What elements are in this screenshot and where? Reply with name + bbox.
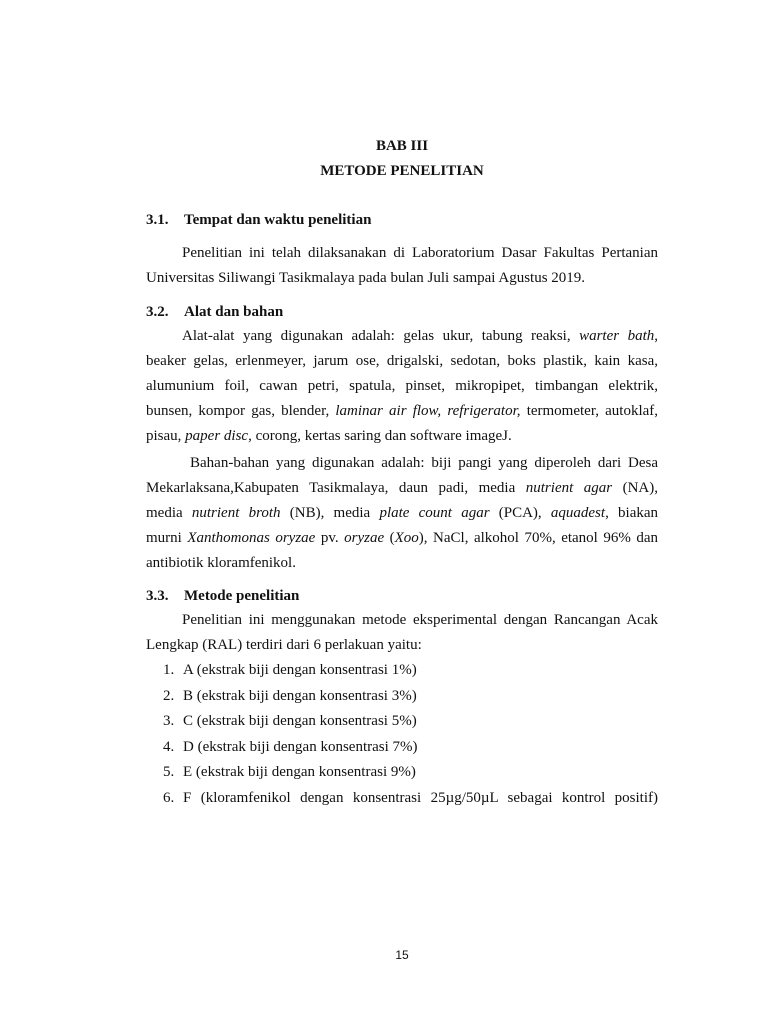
paragraph-line [146, 480, 658, 497]
text-run-italic: Xanthomonas oryzae [187, 530, 316, 546]
list-item-number: 6. [163, 790, 175, 806]
list-item-number: 4. [163, 739, 175, 755]
text-run: bunsen, kompor gas, blender, [146, 403, 330, 419]
paragraph-line: Lengkap (RAL) terdiri dari 6 perlakuan yaitu: [146, 637, 422, 653]
list-item-text: A (ekstrak biji dengan konsentrasi 1%) [183, 662, 417, 678]
chapter-title: METODE PENELITIAN [320, 163, 484, 179]
text-run: termometer, autoklaf, [526, 403, 659, 419]
text-run: pisau, [146, 428, 182, 444]
text-run: (PCA), [498, 505, 542, 521]
paragraph-line: Universitas Siliwangi Tasikmalaya pada bulan Juli sampai Agustus 2019. [146, 270, 586, 286]
paragraph-line: alumunium foil, cawan petri, spatula, pinset, mikropipet, timbangan elektrik, [146, 378, 658, 394]
text-run: (NB), media [289, 505, 371, 521]
text-run-italic: oryzae [344, 530, 385, 546]
text-run-italic: aquadest [550, 505, 606, 521]
text-run-italic: nutrient broth [191, 505, 281, 521]
section-title: Alat dan bahan [184, 304, 284, 320]
section-number: 3.1. [146, 212, 169, 228]
list-item-text: D (ekstrak biji dengan konsentrasi 7%) [183, 739, 418, 755]
text-run-italic: warter bath [579, 328, 655, 344]
list-item-number: 2. [163, 688, 175, 704]
list-item [163, 662, 658, 679]
list-item-number: 1. [163, 662, 175, 678]
section-number: 3.2. [146, 304, 169, 320]
list-item [163, 739, 658, 756]
paragraph-line [182, 328, 658, 345]
list-item-text: E (ekstrak biji dengan konsentrasi 9%) [183, 764, 416, 780]
section-title: Metode penelitian [184, 588, 300, 604]
paragraph-line [146, 505, 658, 522]
list-item-text: F (kloramfenikol dengan konsentrasi 25µg/50µL sebagai kontrol positif) [183, 790, 658, 806]
paragraph-line [146, 530, 658, 547]
text-run: Alat-alat yang digunakan adalah: gelas ukur, tabung reaksi, [182, 328, 571, 344]
page-number: 15 [395, 948, 409, 962]
section-title: Tempat dan waktu penelitian [184, 212, 372, 228]
section-heading-3-2 [146, 304, 283, 321]
section-heading-3-1 [146, 212, 371, 229]
text-run-italic: nutrient agar [525, 480, 613, 496]
chapter-number: BAB III [375, 138, 429, 154]
text-run: , biakan [605, 505, 659, 521]
text-run: ( [389, 530, 395, 546]
text-run: Mekarlaksana,Kabupaten Tasikmalaya, daun padi, media [146, 480, 516, 496]
text-run: ), NaCl, alkohol 70%, etanol 96% dan [418, 530, 658, 546]
section-heading-3-3 [146, 588, 299, 605]
text-run-italic: laminar air flow, refrigerator, [335, 403, 521, 419]
paragraph-line: Bahan-bahan yang digunakan adalah: biji pangi yang diperoleh dari Desa [190, 455, 658, 471]
paragraph-line [146, 403, 658, 420]
list-item-text: B (ekstrak biji dengan konsentrasi 3%) [183, 688, 417, 704]
text-run-italic: paper disc [185, 428, 249, 444]
text-run: , corong, kertas saring dan software imageJ. [248, 428, 512, 444]
list-item [163, 790, 658, 807]
list-item-text: C (ekstrak biji dengan konsentrasi 5%) [183, 713, 417, 729]
text-run: media [146, 505, 183, 521]
list-item-number: 5. [163, 764, 175, 780]
list-item [163, 713, 658, 730]
list-item-number: 3. [163, 713, 175, 729]
paragraph-line [146, 428, 658, 445]
text-run-italic: plate count agar [379, 505, 490, 521]
text-run: (NA), [622, 480, 658, 496]
section-number: 3.3. [146, 588, 169, 604]
list-item [163, 688, 658, 705]
paragraph-line: Penelitian ini telah dilaksanakan di Laboratorium Dasar Fakultas Pertanian [182, 245, 658, 261]
list-item [163, 764, 658, 781]
text-run: , [654, 328, 658, 344]
paragraph-line: Penelitian ini menggunakan metode eksperimental dengan Rancangan Acak [182, 612, 658, 628]
text-run: pv. [320, 530, 339, 546]
text-run-italic: Xoo [394, 530, 419, 546]
paragraph-line: antibiotik kloramfenikol. [146, 555, 296, 571]
text-run: murni [146, 530, 182, 546]
paragraph-line: beaker gelas, erlenmeyer, jarum ose, drigalski, sedotan, boks plastik, kain kasa, [146, 353, 658, 369]
